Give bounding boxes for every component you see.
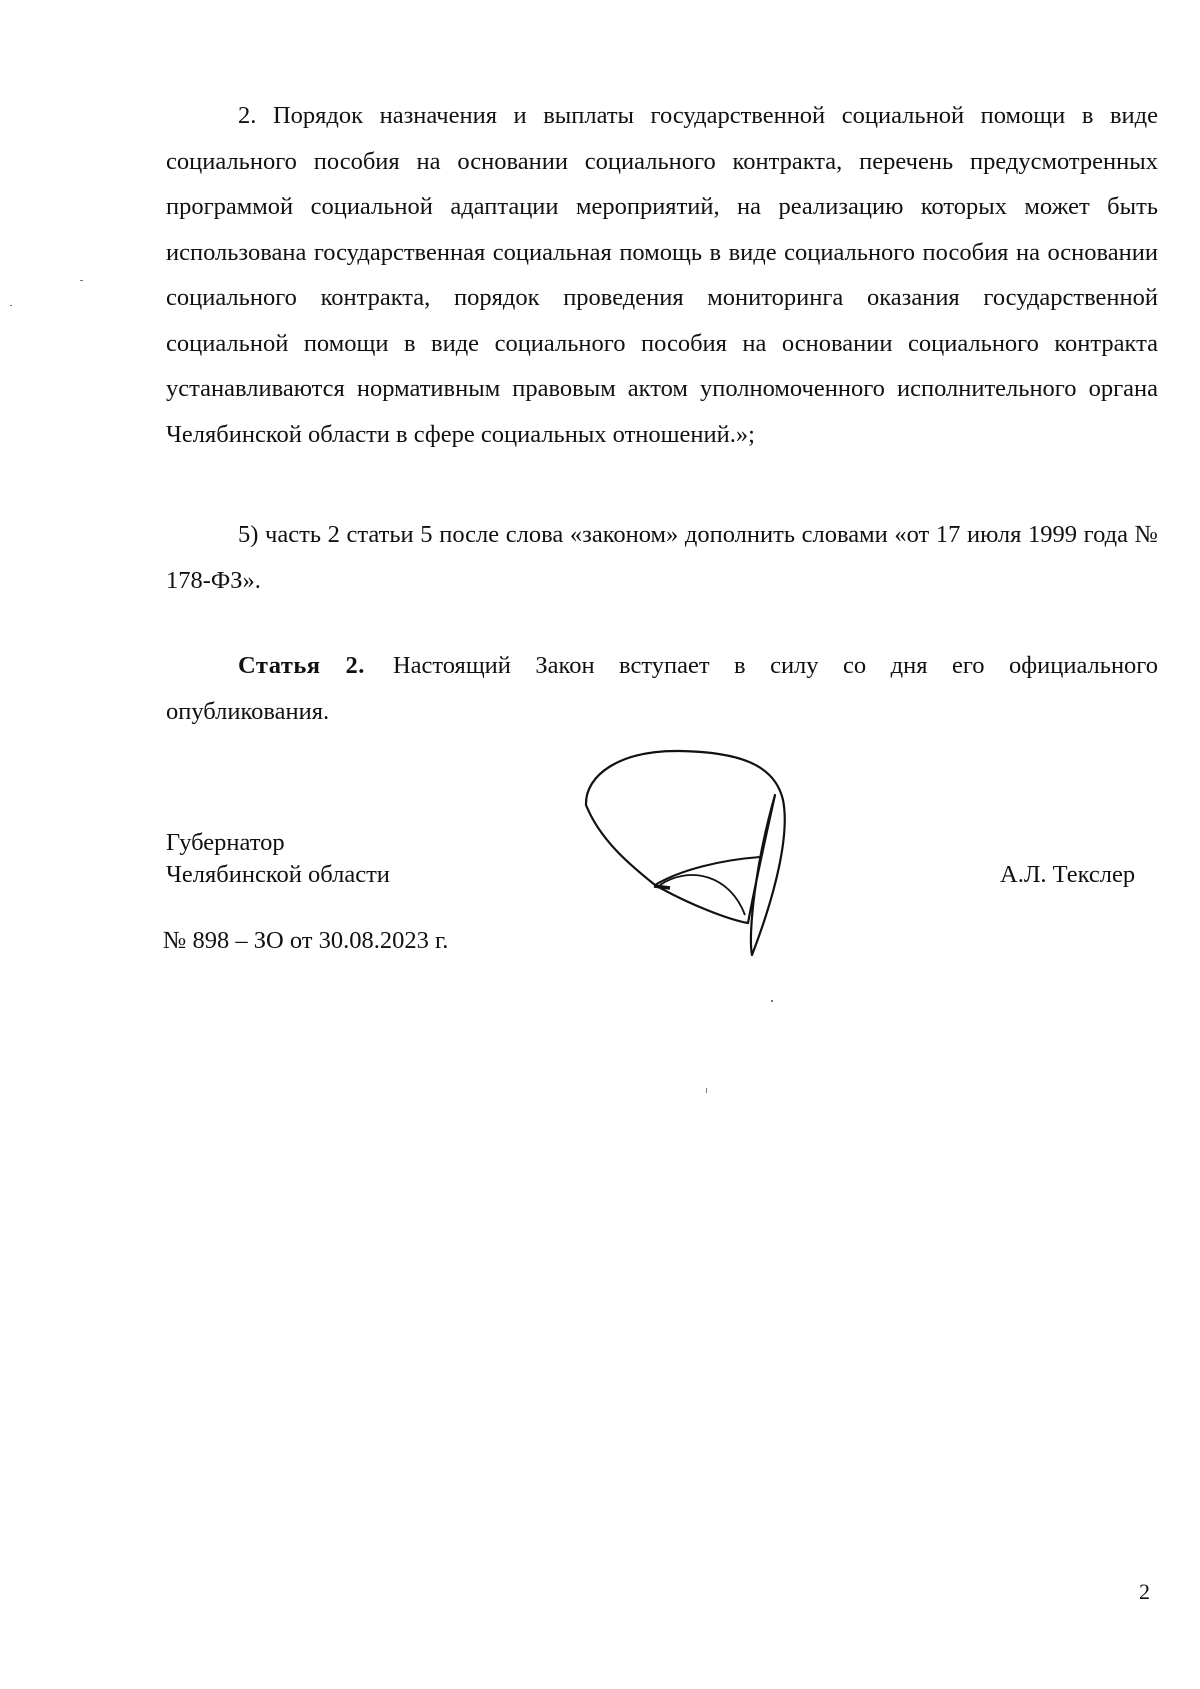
handwritten-signature — [580, 745, 800, 965]
signer-position-line1: Губернатор — [166, 829, 285, 856]
page-number: 2 — [1139, 1579, 1150, 1604]
scan-speck — [706, 1088, 707, 1093]
article-2 — [166, 643, 1158, 734]
signer-position — [166, 827, 390, 891]
scan-speck — [771, 1000, 773, 1002]
scan-speck — [10, 305, 12, 306]
paragraph-2: 2. Порядок назначения и выплаты государственной социальной помощи в виде социального пособия на основании социального контракта, перечень предусмотренных программой социальной адаптации мероприятий, на реализацию которых может быть использована государственная социальная помощь в виде социального пособия на основании социального контракта, порядок проведения мониторинга оказания государственной социальной помощи в виде социального пособия на основании социального контракта устанавливаются нормативным правовым актом уполномоченного исполнительного органа Челябинской области в сфере социальных отношений.»; — [166, 102, 1158, 448]
article-2-heading: Статья 2. — [238, 652, 365, 679]
article-2-text: Настоящий Закон вступает в силу со дня его официального опубликования. — [166, 652, 1158, 725]
signer-name: А.Л. Текслер — [1000, 861, 1136, 888]
law-number: № 898 – ЗО от 30.08.2023 г. — [163, 927, 449, 954]
scan-speck — [80, 280, 83, 281]
signer-position-line2: Челябинской области — [166, 861, 390, 888]
item-5: 5) часть 2 статьи 5 после слова «законом» дополнить словами «от 17 июля 1999 года № 178-ФЗ». — [166, 521, 1158, 594]
